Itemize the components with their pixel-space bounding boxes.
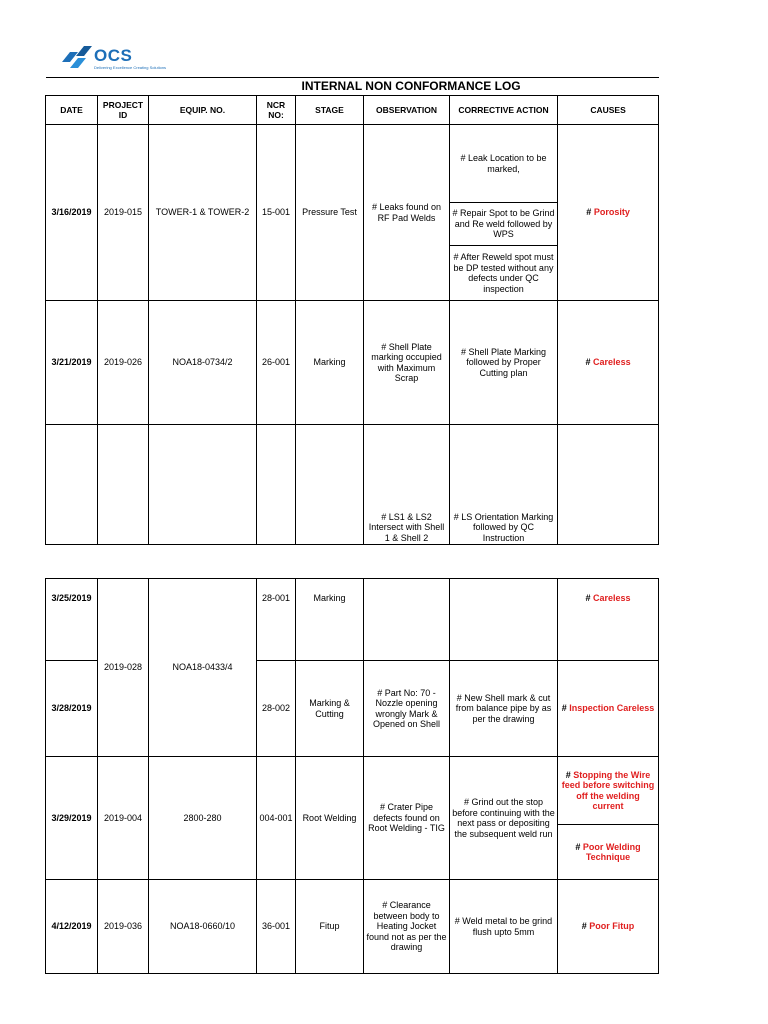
col-stage: STAGE	[296, 96, 364, 125]
page-bottom	[0, 592, 768, 1024]
company-logo	[60, 44, 167, 76]
cell-equip-no: NOA18-0734/2	[149, 301, 257, 425]
col-date: DATE	[46, 96, 98, 125]
cell-observation: # Shell Plate marking occupied with Maximum Scrap	[364, 301, 450, 425]
cell-project-id: 2019-028	[98, 579, 149, 757]
cell-stage: Marking	[296, 579, 364, 661]
cell-causes: # Poor Welding Technique	[558, 825, 659, 880]
cell-stage: Marking	[296, 301, 364, 425]
cell-causes: # Stopping the Wire feed before switching off the welding current	[558, 757, 659, 825]
table-row	[46, 425, 659, 545]
cause-text: Careless	[593, 593, 631, 603]
header-row	[46, 96, 659, 125]
table-row	[46, 125, 659, 203]
col-corrective-action: CORRECTIVE ACTION	[450, 96, 558, 125]
col-causes: CAUSES	[558, 96, 659, 125]
table-row	[46, 757, 659, 825]
cause-text: Poor Fitup	[589, 921, 635, 932]
cell-causes: # Inspection Careless	[558, 661, 659, 757]
cell-observation: # Leaks found on RF Pad Welds	[364, 125, 450, 301]
cell-ncr-no: 004-001	[257, 757, 296, 880]
logo-text: OCS	[94, 46, 133, 65]
cell-equip-no: NOA18-0433/4	[149, 579, 257, 757]
cause-text: Careless	[593, 357, 631, 368]
cell-corrective-action: # Leak Location to be marked,	[450, 125, 558, 203]
cell-observation: # Crater Pipe defects found on Root Welding - TIG	[364, 757, 450, 880]
cause-text: Inspection Careless	[569, 703, 655, 714]
ocs-chain-logo-icon	[60, 46, 92, 74]
cell-project-id: 2019-036	[98, 880, 149, 974]
cell-equip-no: TOWER-1 & TOWER-2	[149, 125, 257, 301]
cell-stage: Root Welding	[296, 757, 364, 880]
log-title: INTERNAL NON CONFORMANCE LOG	[46, 78, 659, 96]
cause-text: Poor Welding Technique	[582, 841, 641, 862]
table-row	[46, 579, 659, 661]
cell-date: 4/12/2019	[46, 880, 98, 974]
cause-text: Stopping the Wire feed before switching off the welding current	[561, 769, 655, 811]
cell-observation: # Clearance between body to Heating Jocket found not as per the drawing	[364, 880, 450, 974]
cell-causes: # Poor Fitup	[558, 880, 659, 974]
cell-project-id: 2019-004	[98, 757, 149, 880]
cell-project-id: 2019-015	[98, 125, 149, 301]
cell-corrective-action: # Repair Spot to be Grind and Re weld followed by WPS	[450, 203, 558, 246]
cell-corrective-action: # After Reweld spot must be DP tested without any defects under QC inspection	[450, 246, 558, 301]
cell-date: 3/28/2019	[46, 661, 98, 757]
cell-date: 3/21/2019	[46, 301, 98, 425]
cell-observation: # LS1 & LS2 Intersect with Shell 1 & Shell 2	[364, 425, 450, 545]
cell-ncr-no: 28-001	[257, 579, 296, 661]
cause-text: Porosity	[593, 207, 630, 218]
cell-ncr-no: 36-001	[257, 880, 296, 974]
cell-equip-no: NOA18-0660/10	[149, 880, 257, 974]
cell-stage: Fitup	[296, 880, 364, 974]
ncr-log-table-bottom	[45, 578, 659, 974]
cell-observation: # Part No: 70 - Nozzle opening wrongly Mark & Opened on Shell	[364, 661, 450, 757]
cell-corrective-action: # LS Orientation Marking followed by QC Instruction	[450, 425, 558, 545]
col-equip-no: EQUIP. NO.	[149, 96, 257, 125]
table-row	[46, 880, 659, 974]
cell-ncr-no: 28-002	[257, 661, 296, 757]
table-row	[46, 301, 659, 425]
cell-corrective-action: # Weld metal to be grind flush upto 5mm	[450, 880, 558, 974]
cell-stage: Marking & Cutting	[296, 661, 364, 757]
cell-equip-no: 2800-280	[149, 757, 257, 880]
cell-date: 3/16/2019	[46, 125, 98, 301]
logo-tagline: Delivering Excellence Creating Solutions	[94, 65, 167, 70]
col-observation: OBSERVATION	[364, 96, 450, 125]
cell-corrective-action: # Shell Plate Marking followed by Proper Cutting plan	[450, 301, 558, 425]
cell-causes: # Careless	[558, 301, 659, 425]
col-ncr-no: NCR NO:	[257, 96, 296, 125]
cell-ncr-no: 15-001	[257, 125, 296, 301]
cell-ncr-no: 26-001	[257, 301, 296, 425]
cell-date: 3/29/2019	[46, 757, 98, 880]
cell-causes: # Porosity	[558, 125, 659, 301]
cell-corrective-action: # Grind out the stop before continuing with the next pass or depositing the subsequent weld run	[450, 757, 558, 880]
cell-date: 3/25/2019	[46, 579, 98, 661]
col-project-id: PROJECT ID	[98, 96, 149, 125]
cell-causes: # Careless	[558, 579, 659, 661]
cell-corrective-action: # New Shell mark & cut from balance pipe by as per the drawing	[450, 661, 558, 757]
ncr-log-table-top	[45, 77, 659, 545]
cell-project-id: 2019-026	[98, 301, 149, 425]
cell-stage: Pressure Test	[296, 125, 364, 301]
